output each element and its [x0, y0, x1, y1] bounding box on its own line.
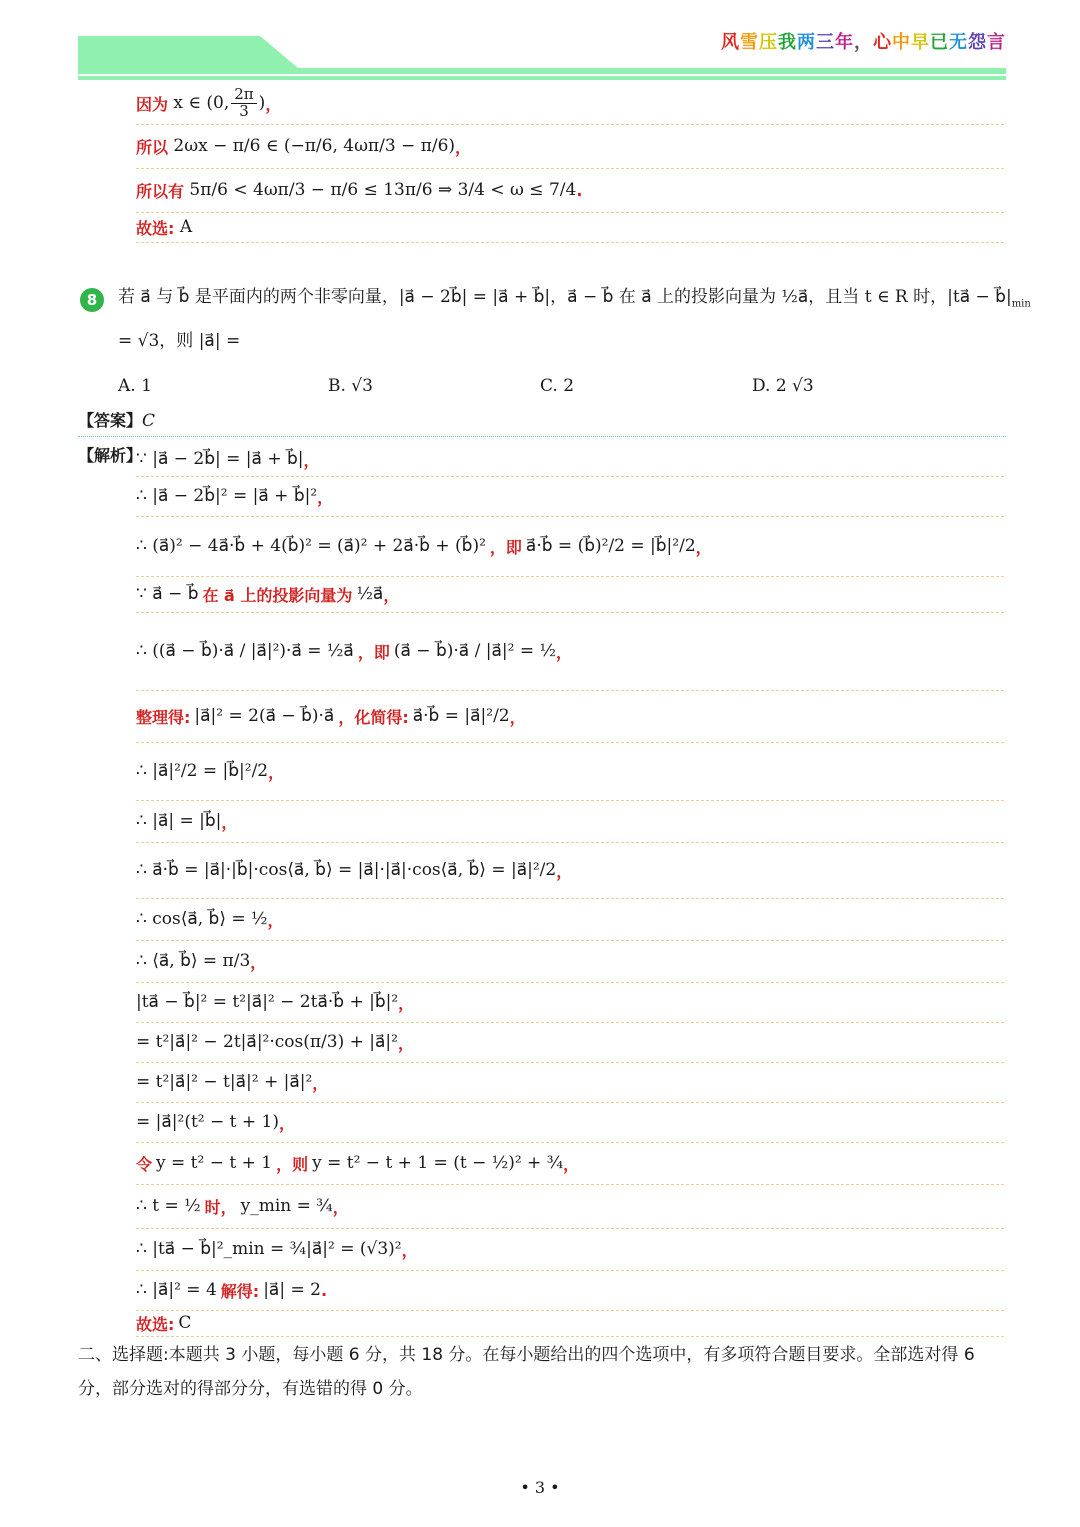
analysis-step: [136, 1310, 1004, 1337]
analysis-step: |ta⃗ − b⃗|² = t²|a⃗|² − 2ta⃗·b⃗ + |b⃗|² ，: [136, 982, 1004, 1023]
step-note: ，即: [357, 642, 390, 662]
slogan-char: 雪: [740, 32, 759, 53]
analysis-step: ∵ a⃗ − b⃗ 在 a⃗ 上的投影向量为 ½a⃗ ，: [136, 576, 1004, 613]
step-math: ∴ (a⃗)² − 4a⃗·b⃗ + 4(b⃗)² = (a⃗)² + 2a⃗·b⃗ + (b⃗)²: [136, 536, 486, 556]
step-math: ∴ |a⃗ − 2b⃗|² = |a⃗ + b⃗|²: [136, 486, 318, 506]
step-note: 在 a⃗ 上的投影向量为: [202, 585, 353, 605]
analysis-step: = |a⃗|²(t² − t + 1) ，: [136, 1102, 1004, 1143]
step-note: ，化简得:: [338, 707, 409, 727]
slogan-char: 三: [816, 32, 835, 53]
slogan-char: ，: [854, 32, 873, 53]
analysis-step: ∴ |a⃗ − 2b⃗|² = |a⃗ + b⃗|² ，: [136, 476, 1004, 517]
step-math: ∴ t = ½: [136, 1196, 201, 1216]
step-math: ∴ ((a⃗ − b⃗)·a⃗ / |a⃗|²)·a⃗ = ½a⃗: [136, 641, 354, 661]
step-math: ∵ a⃗ − b⃗: [136, 584, 199, 604]
analysis-step: 令 y = t² − t + 1 ，则 y = t² − t + 1 = (t − ½)² + ¾ ，: [136, 1142, 1004, 1185]
step-math: ∴ |a⃗|²/2 = |b⃗|²/2: [136, 761, 269, 781]
step-math: |a⃗|² = 2(a⃗ − b⃗)·a⃗: [194, 706, 335, 726]
header-slogan: [721, 28, 1006, 54]
step-math: = t²|a⃗|² − 2t|a⃗|²·cos(π/3) + |a⃗|²: [136, 1032, 398, 1052]
slogan-char: 无: [949, 32, 968, 53]
step-math: ∴ a⃗·b⃗ = |a⃗|·|b⃗|·cos⟨a⃗, b⃗⟩ = |a⃗|·|a⃗|·cos⟨a⃗, b⃗⟩ = |a⃗|²/2: [136, 860, 557, 880]
analysis-step: ∴ a⃗·b⃗ = |a⃗|·|b⃗|·cos⟨a⃗, b⃗⟩ = |a⃗|·|a⃗|·cos⟨a⃗, b⃗⟩ = |a⃗|²/2 ，: [136, 842, 1004, 899]
analysis-step: ∴ ⟨a⃗, b⃗⟩ = π/3 ，: [136, 940, 1004, 983]
step-math: ∴ |a⃗|² = 4: [136, 1280, 217, 1300]
analysis-step: = t²|a⃗|² − 2t|a⃗|²·cos(π/3) + |a⃗|² ，: [136, 1022, 1004, 1063]
option-c: C. 2: [540, 376, 575, 396]
analysis-step: ∴ |a⃗|² = 4 解得: |a⃗| = 2 .: [136, 1270, 1004, 1311]
option-d: D. 2 √3: [752, 376, 814, 396]
prev-step-3: 所以有 5π/6 < 4ωπ/3 − π/6 ≤ 13π/6 ⇒ 3/4 < ω ≤ 7/4 .: [136, 168, 1004, 213]
step-note: 时，: [204, 1197, 237, 1217]
step-note: ，即: [489, 537, 522, 557]
slogan-char: 年: [835, 32, 854, 53]
analysis-step: ∴ |ta⃗ − b⃗|²_min = ¾|a⃗|² = (√3)² ，: [136, 1228, 1004, 1271]
analysis-step: ∵ |a⃗ − 2b⃗| = |a⃗ + b⃗| ，: [136, 442, 1004, 477]
step-note: 令: [136, 1154, 153, 1174]
slogan-char: 两: [797, 32, 816, 53]
step-math: ∵ |a⃗ − 2b⃗| = |a⃗ + b⃗|: [136, 449, 304, 469]
slogan-char: 中: [892, 32, 911, 53]
step-math: ½a⃗: [356, 584, 384, 604]
step-math: = |a⃗|²(t² − t + 1): [136, 1112, 279, 1132]
question-number-badge: 8: [80, 288, 104, 312]
analysis-step: ∴ cos⟨a⃗, b⃗⟩ = ½ ，: [136, 898, 1004, 941]
step-math: a⃗·b⃗ = (b⃗)²/2 = |b⃗|²/2: [525, 536, 696, 556]
analysis-step: 整理得: |a⃗|² = 2(a⃗ − b⃗)·a⃗ ，化简得: a⃗·b⃗ = |a⃗|²/2 ，: [136, 690, 1004, 743]
slogan-char: 心: [873, 32, 892, 53]
option-a: A. 1: [118, 376, 152, 396]
step-math: C: [178, 1313, 192, 1333]
question-text: 若 a⃗ 与 b⃗ 是平面内的两个非零向量，|a⃗ − 2b⃗| = |a⃗ + b⃗|，a⃗ − b⃗ 在 a⃗ 上的投影向量为 ½a⃗，且当 t ∈ R 时，|ta⃗ − $b⃗|_{min}$: [118, 287, 1031, 310]
step-note: ，则: [276, 1154, 309, 1174]
step-note: 整理得:: [136, 707, 191, 727]
prev-step-2: 所以 2ωx − π/6 ∈ (−π/6, 4ωπ/3 − π/6) ，: [136, 124, 1004, 169]
step-math: y_min = ¾: [240, 1196, 333, 1216]
option-b: B. √3: [328, 376, 373, 396]
analysis-step: ∴ t = ½ 时， y_min = ¾ ，: [136, 1184, 1004, 1229]
analysis-label: 【解析】: [78, 446, 143, 465]
slogan-char: 风: [721, 32, 740, 53]
slogan-char: 我: [778, 32, 797, 53]
page-number: • 3 •: [520, 1478, 560, 1497]
step-math: ∴ |ta⃗ − b⃗|²_min = ¾|a⃗|² = (√3)²: [136, 1239, 402, 1259]
step-note: 解得:: [220, 1281, 260, 1301]
step-math: |a⃗| = 2: [263, 1280, 321, 1300]
slogan-char: 怨: [968, 32, 987, 53]
step-math: |ta⃗ − b⃗|² = t²|a⃗|² − 2ta⃗·b⃗ + |b⃗|²: [136, 992, 399, 1012]
analysis-step: = t²|a⃗|² − t|a⃗|² + |a⃗|² ，: [136, 1062, 1004, 1103]
answer-divider: [78, 436, 1006, 437]
analysis-step: ∴ |a⃗|²/2 = |b⃗|²/2 ，: [136, 742, 1004, 801]
prev-step-4: 故选: A: [136, 212, 1004, 243]
slogan-char: 早: [911, 32, 930, 53]
step-math: a⃗·b⃗ = |a⃗|²/2: [412, 706, 510, 726]
slogan-char: 言: [987, 32, 1006, 53]
prev-step-1: 因为 x ∈ (0, $\frac{2\pi}{3}$ ) ，: [136, 82, 1004, 125]
step-note: 故选:: [136, 1314, 175, 1334]
slogan-char: 压: [759, 32, 778, 53]
analysis-step: ∴ (a⃗)² − 4a⃗·b⃗ + 4(b⃗)² = (a⃗)² + 2a⃗·b⃗ + (b⃗)² ，即 a⃗·b⃗ = (b⃗)²/2 = |b⃗|²/2 ，: [136, 516, 1004, 577]
slogan-char: 已: [930, 32, 949, 53]
step-math: ∴ cos⟨a⃗, b⃗⟩ = ½: [136, 909, 268, 929]
question-text-line2: = √3，则 |a⃗| =: [118, 331, 241, 351]
step-math: = t²|a⃗|² − t|a⃗|² + |a⃗|²: [136, 1072, 313, 1092]
step-math: y = t² − t + 1: [156, 1153, 273, 1173]
answer: 【答案】C: [78, 411, 156, 431]
step-math: y = t² − t + 1 = (t − ½)² + ¾: [312, 1153, 564, 1173]
analysis-step: ∴ ((a⃗ − b⃗)·a⃗ / |a⃗|²)·a⃗ = ½a⃗ ，即 (a⃗ − b⃗)·a⃗ / |a⃗|² = ½ ，: [136, 612, 1004, 691]
step-math: ∴ |a⃗| = |b⃗|: [136, 811, 222, 831]
section-heading: 二、选择题:本题共 3 小题，每小题 6 分，共 18 分。在每小题给出的四个选项中，有多项符合题目要求。全部选对得 6 分，部分选对的得部分分，有选错的得 0 分。: [78, 1345, 975, 1399]
step-math: (a⃗ − b⃗)·a⃗ / |a⃗|² = ½: [393, 641, 556, 661]
step-math: ∴ ⟨a⃗, b⃗⟩ = π/3: [136, 951, 251, 971]
analysis-step: ∴ |a⃗| = |b⃗| ，: [136, 800, 1004, 843]
